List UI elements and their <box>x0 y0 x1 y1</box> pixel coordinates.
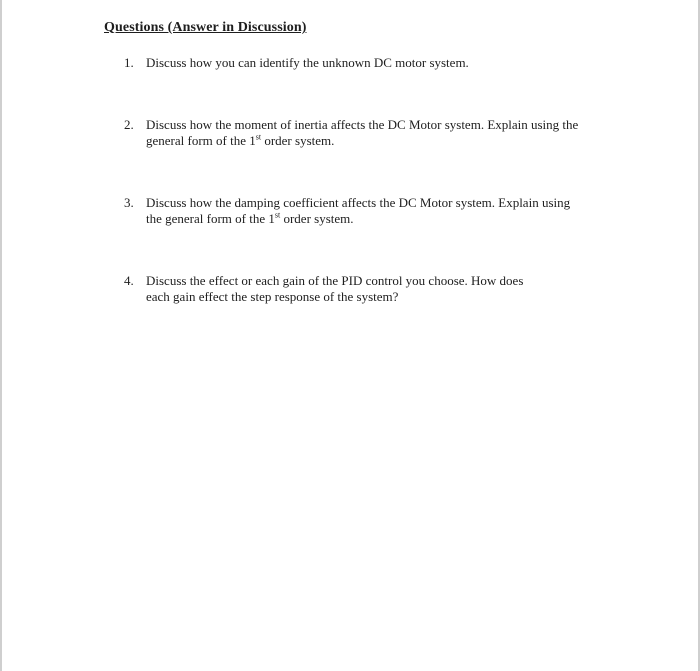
question-text-line-2 <box>146 133 604 149</box>
questions-heading: Questions (Answer in Discussion) <box>104 20 307 35</box>
question-number: 3. <box>124 195 134 210</box>
question-text-line-2 <box>146 211 604 227</box>
question-text-part: order system. <box>280 211 354 226</box>
question-1 <box>124 55 604 71</box>
question-2 <box>124 117 604 149</box>
ordinal-superscript: st <box>255 132 262 142</box>
question-text-part: general form of the 1 <box>146 133 256 148</box>
question-number: 4. <box>124 273 134 288</box>
question-number: 1. <box>124 55 134 70</box>
question-text-line-1: Discuss how the damping coefficient affects the DC Motor system. Explain using <box>146 195 571 210</box>
question-text-line-2: each gain effect the step response of the system? <box>146 289 399 304</box>
question-4 <box>124 273 604 305</box>
question-text-part: the general form of the 1 <box>146 211 275 226</box>
question-text-line-1: Discuss how the moment of inertia affects the DC Motor system. Explain using the <box>146 117 579 132</box>
question-3 <box>124 195 604 227</box>
ordinal-superscript: st <box>274 210 281 220</box>
page-border-left <box>0 0 2 671</box>
question-text-part: order system. <box>261 133 335 148</box>
question-text-line-1: Discuss how you can identify the unknown DC motor system. <box>146 55 469 70</box>
question-text-line-1: Discuss the effect or each gain of the PID control you choose. How does <box>146 273 524 288</box>
question-number: 2. <box>124 117 134 132</box>
